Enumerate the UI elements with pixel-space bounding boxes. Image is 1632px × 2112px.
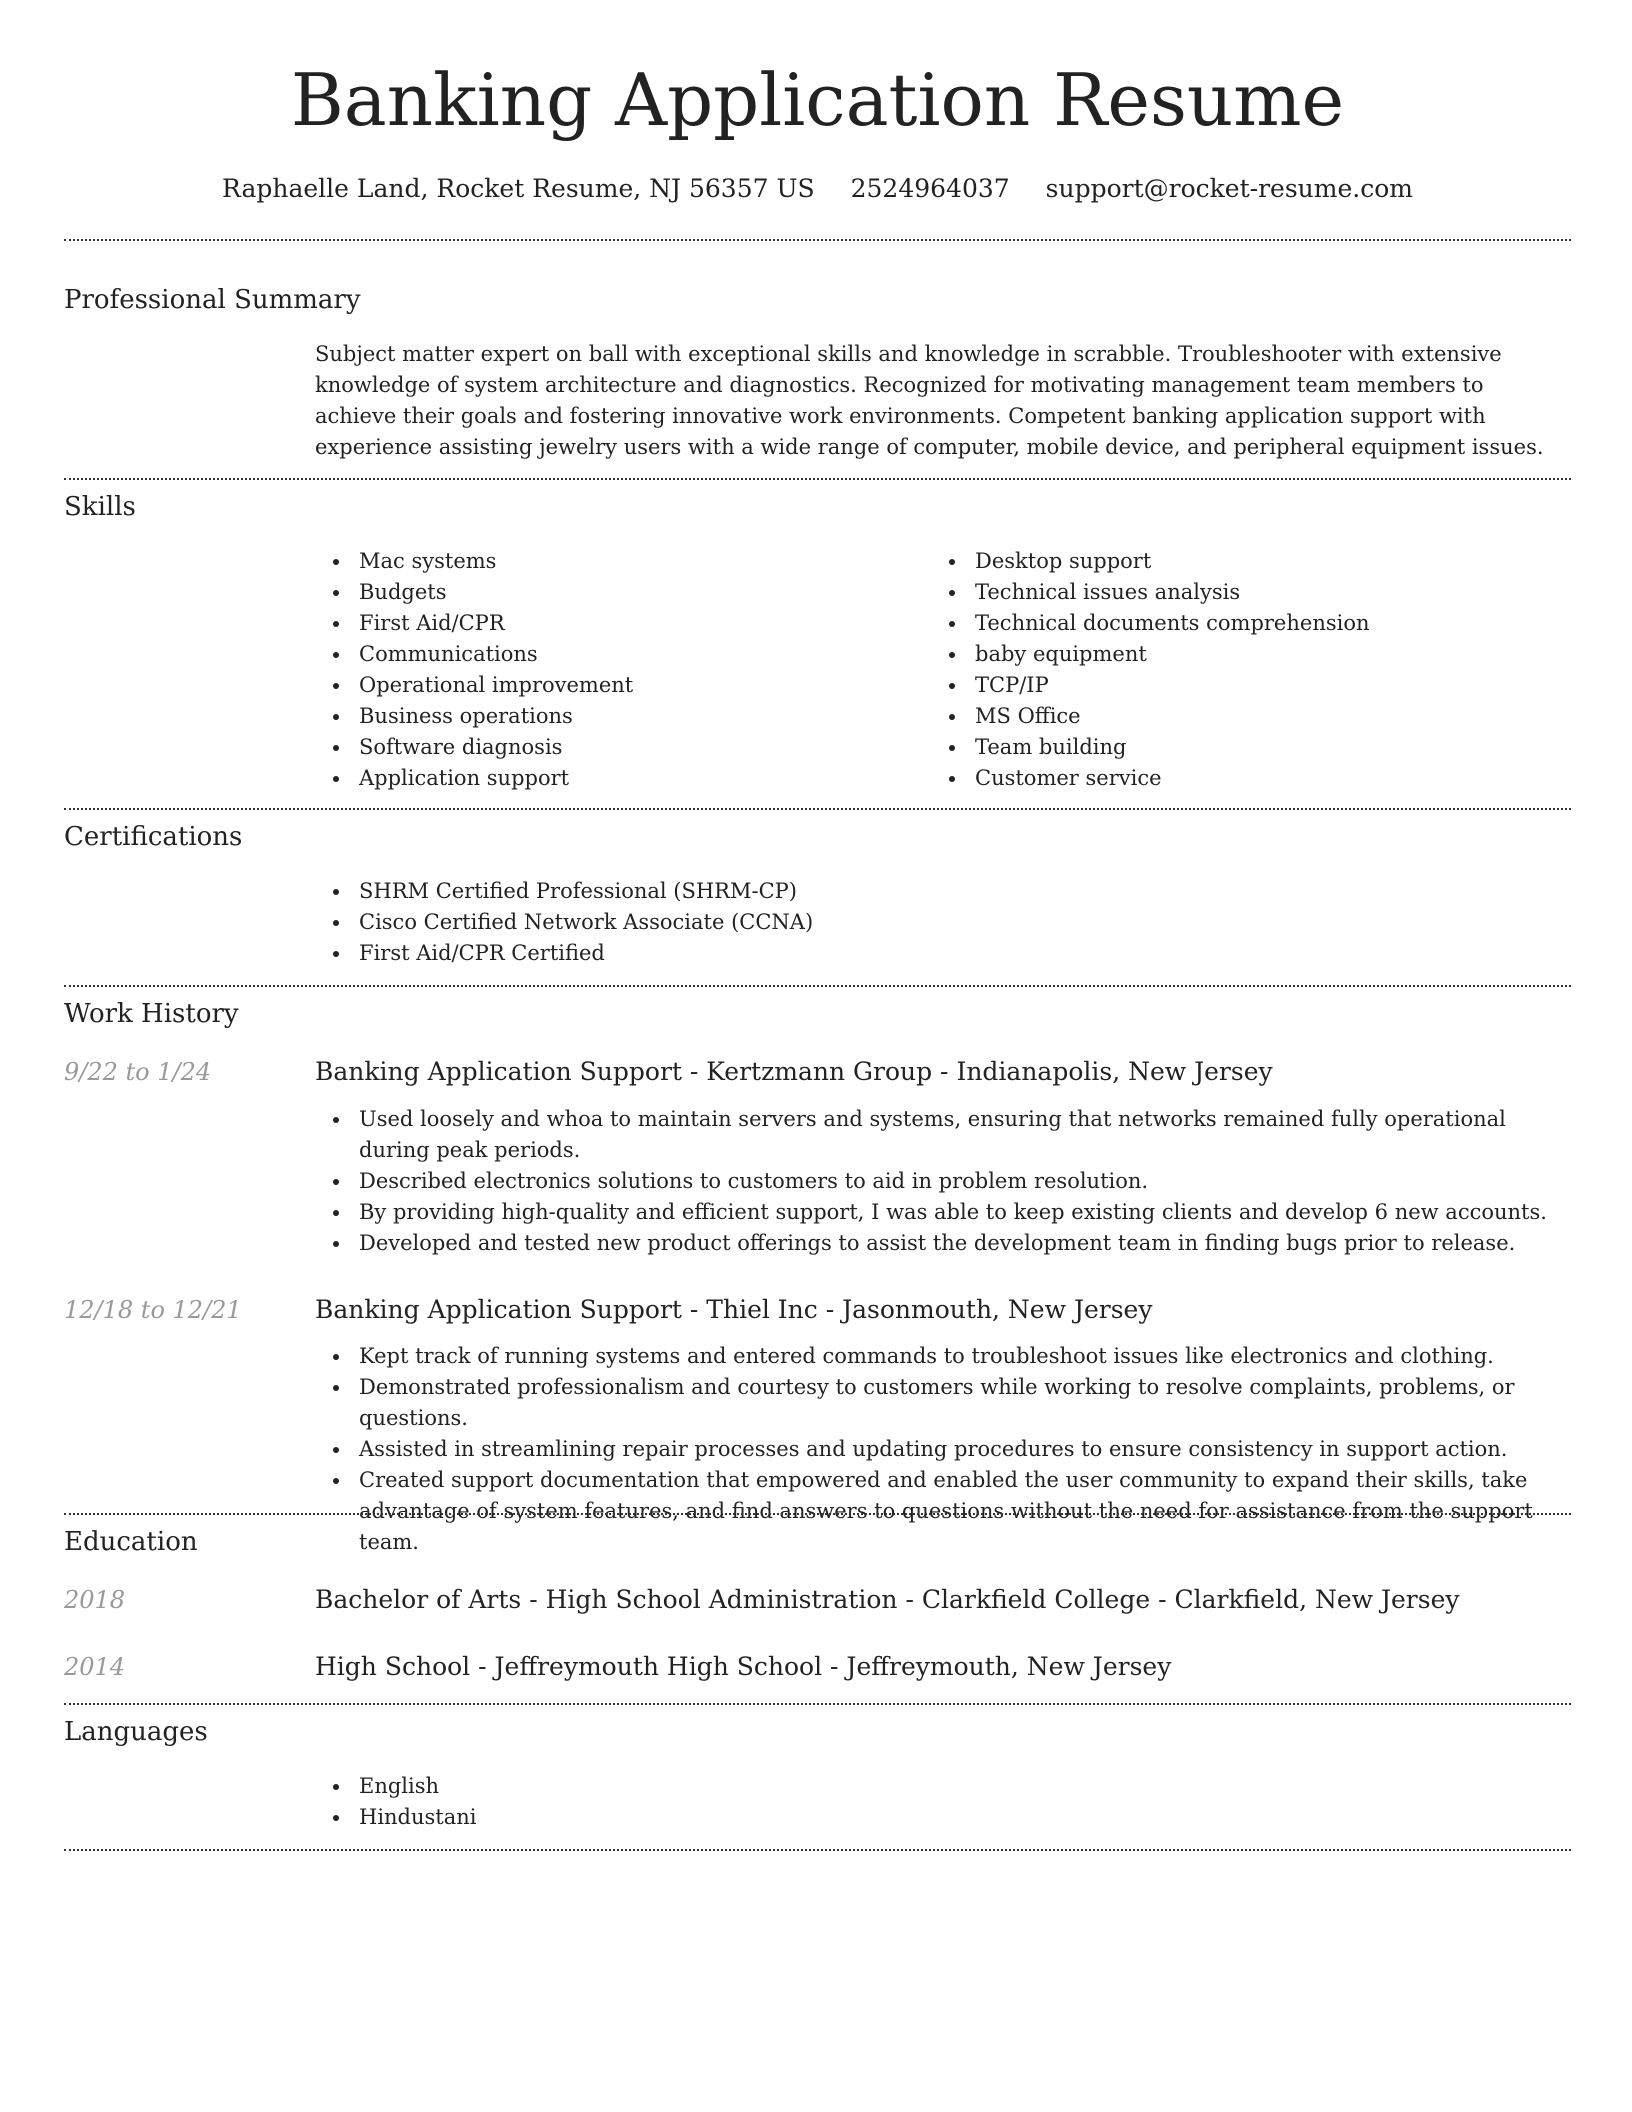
skill-item: Team building (931, 732, 1571, 763)
contact-line (64, 169, 1571, 209)
job-bullet: Created support documentation that empowered and enabled the user community to expand their skills, take advantage of system features, and find answers to questions without the need for assistance from the support team. (315, 1465, 1571, 1558)
skill-item: First Aid/CPR (315, 608, 915, 639)
skill-item: Desktop support (931, 546, 1571, 577)
job-bullet: Developed and tested new product offerings to assist the development team in finding bugs prior to release. (315, 1228, 1571, 1259)
certifications-body (315, 876, 1571, 969)
job-bullet: By providing high-quality and efficient support, I was able to keep existing clients and develop 6 new accounts. (315, 1197, 1571, 1228)
skill-item: Mac systems (315, 546, 915, 577)
skills-list-left (315, 546, 915, 794)
skill-item: TCP/IP (931, 670, 1571, 701)
job-dates: 12/18 to 12/21 (64, 1296, 242, 1324)
job-bullet: Used loosely and whoa to maintain servers and systems, ensuring that networks remained fully operational during peak periods. (315, 1104, 1571, 1166)
skill-item: Software diagnosis (315, 732, 915, 763)
job-bullets (315, 1341, 1571, 1558)
contact-address: Raphaelle Land, Rocket Resume, NJ 56357 US (222, 174, 815, 203)
section-divider (64, 478, 1571, 480)
education-year: 2014 (64, 1653, 126, 1681)
section-divider (64, 808, 1571, 810)
contact-email: support@rocket-resume.com (1045, 174, 1413, 203)
certification-item: SHRM Certified Professional (SHRM-CP) (315, 876, 1571, 907)
summary-body (315, 339, 1571, 463)
languages-list (315, 1771, 1571, 1833)
skill-item: Operational improvement (315, 670, 915, 701)
language-item: Hindustani (315, 1802, 1571, 1833)
education-heading: Education (64, 1527, 198, 1557)
job-bullet: Described electronics solutions to customers to aid in problem resolution. (315, 1166, 1571, 1197)
skills-heading: Skills (64, 492, 136, 522)
skill-item: Technical documents comprehension (931, 608, 1571, 639)
job-bullet: Demonstrated professionalism and courtesy to customers while working to resolve complaints, problems, or questions. (315, 1372, 1571, 1434)
certification-item: First Aid/CPR Certified (315, 938, 1571, 969)
section-divider (64, 239, 1571, 241)
section-divider (64, 985, 1571, 987)
resume-title: Banking Application Resume (290, 58, 1345, 142)
section-divider (64, 1513, 1571, 1515)
skill-item: Budgets (315, 577, 915, 608)
skill-item: Customer service (931, 763, 1571, 794)
contact-phone: 2524964037 (850, 174, 1010, 203)
languages-heading: Languages (64, 1717, 208, 1747)
skill-item: Application support (315, 763, 915, 794)
education-entry: High School - Jeffreymouth High School - Jeffreymouth, New Jersey (315, 1652, 1172, 1681)
certifications-list (315, 876, 1571, 969)
job-title: Banking Application Support - Thiel Inc - Jasonmouth, New Jersey (315, 1295, 1153, 1324)
language-item: English (315, 1771, 1571, 1802)
job-title: Banking Application Support - Kertzmann Group - Indianapolis, New Jersey (315, 1057, 1273, 1086)
skill-item: baby equipment (931, 639, 1571, 670)
job-bullet: Kept track of running systems and entered commands to troubleshoot issues like electronics and clothing. (315, 1341, 1571, 1372)
skill-item: Technical issues analysis (931, 577, 1571, 608)
education-year: 2018 (64, 1586, 126, 1614)
work-history-heading: Work History (64, 999, 239, 1029)
certification-item: Cisco Certified Network Associate (CCNA) (315, 907, 1571, 938)
job-bullet: Assisted in streamlining repair processes and updating procedures to ensure consistency in support action. (315, 1434, 1571, 1465)
section-divider (64, 1849, 1571, 1851)
summary-heading: Professional Summary (64, 285, 361, 315)
certifications-heading: Certifications (64, 822, 243, 852)
job-dates: 9/22 to 1/24 (64, 1058, 212, 1086)
skills-list-right (931, 546, 1571, 794)
skill-item: Business operations (315, 701, 915, 732)
education-entry: Bachelor of Arts - High School Administration - Clarkfield College - Clarkfield, New Jersey (315, 1585, 1460, 1614)
languages-body (315, 1771, 1571, 1833)
summary-text: Subject matter expert on ball with exceptional skills and knowledge in scrabble. Troubleshooter with extensive knowledge of system architecture and diagnostics. Recognized for motivating management team members to achieve their goals and fostering innovative work environments. Competent banking application support with experience assisting jewelry users with a wide range of computer, mobile device, and peripheral equipment issues. (315, 342, 1544, 459)
job-bullets (315, 1104, 1571, 1259)
section-divider (64, 1703, 1571, 1705)
skill-item: Communications (315, 639, 915, 670)
skill-item: MS Office (931, 701, 1571, 732)
